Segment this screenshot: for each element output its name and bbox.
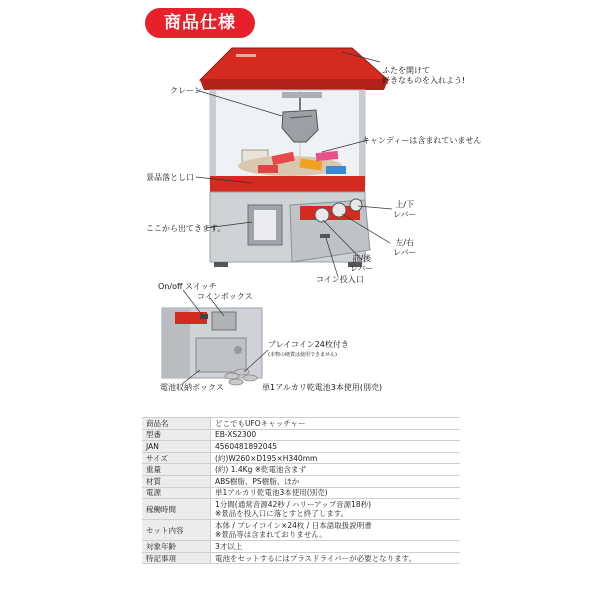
callout-power-switch: On/off スイッチ [158, 282, 217, 291]
spec-value [211, 499, 461, 520]
spec-key: 型番 [142, 429, 211, 441]
spec-value-line: 1分間(通常音源42秒 / ハリーアップ音源18秒) [215, 500, 372, 510]
callout-lid [382, 66, 465, 86]
machine-roof-edge [200, 80, 388, 90]
spec-value [211, 418, 461, 430]
callout-battery-box: 電池収納ボックス [160, 383, 224, 392]
callout-play-coins: プレイコイン24枚付き [268, 340, 349, 349]
callout-play-coins-note: (本物の硬貨は使用できません) [268, 352, 337, 358]
callout-batteries: 単1アルカリ乾電池3本使用(別売) [262, 383, 383, 392]
spec-value [211, 441, 461, 453]
spec-key: 稼働時間 [142, 499, 211, 520]
callout-exit: ここから出てきます。 [146, 224, 226, 233]
machine-red-band [210, 176, 365, 192]
spec-key: 電源 [142, 487, 211, 499]
callout-candy: キャンディーは含まれていません [362, 136, 482, 145]
knob-updown [350, 199, 362, 211]
callout-coin-slot: コイン投入口 [316, 275, 364, 284]
spec-value-line: 単1アルカリ乾電池3本使用(別売) [215, 488, 328, 498]
spec-value-line: ABS樹脂、PS樹脂、ほか [215, 476, 300, 486]
spec-value [211, 475, 461, 487]
callout-updown-line1: 上/下 [395, 200, 415, 209]
page-title: 商品仕様 [145, 8, 255, 38]
spec-key: サイズ [142, 452, 211, 464]
candy-5 [326, 166, 346, 174]
spec-table-body [142, 418, 460, 564]
coin-3 [243, 375, 257, 381]
spec-key: 特記事項 [142, 552, 211, 564]
back-coin-box [212, 312, 236, 330]
prize-exit-window [254, 210, 276, 240]
callout-frontback-line2: レバー [350, 264, 374, 273]
coin-4 [229, 379, 243, 385]
spec-row [142, 441, 460, 453]
spec-key: 材質 [142, 475, 211, 487]
spec-key: 対象年齢 [142, 541, 211, 553]
callout-updown [393, 200, 416, 220]
spec-value-line: どこでもUFOキャッチャー [215, 418, 306, 428]
spec-key: 重量 [142, 464, 211, 476]
callout-leftright-line2: レバー [393, 248, 417, 257]
callout-prize-drop: 景品落とし口 [146, 173, 194, 182]
spec-key: 商品名 [142, 418, 211, 430]
callout-leftright [393, 238, 416, 258]
spec-value-line: 3才以上 [215, 541, 243, 551]
spec-value [211, 429, 461, 441]
callout-leftright-line1: 左/右 [395, 238, 415, 247]
spec-value-line: (約) 1.4Kg ※乾電池含まず [215, 465, 307, 475]
spec-row [142, 499, 460, 520]
callout-crane: クレーン [170, 86, 202, 95]
spec-row [142, 475, 460, 487]
foot-left [214, 262, 228, 267]
spec-value-line: ※景品等は含まれておりません。 [215, 530, 327, 540]
power-switch [200, 314, 208, 319]
spec-row [142, 418, 460, 430]
coin-slot [320, 234, 330, 238]
spec-key: JAN [142, 441, 211, 453]
spec-value [211, 487, 461, 499]
spec-row [142, 429, 460, 441]
spec-row [142, 464, 460, 476]
spec-row [142, 552, 460, 564]
left-pillar [210, 90, 216, 185]
spec-value-line: 4560481892045 [215, 441, 278, 451]
callout-lid-line2: 好きなものを入れよう! [382, 76, 466, 85]
spec-value-line: EB-XS2300 [215, 430, 257, 440]
crane-rail [282, 92, 322, 98]
callout-frontback-line1: 前/後 [352, 254, 372, 263]
spec-value [211, 552, 461, 564]
spec-row [142, 487, 460, 499]
spec-row [142, 541, 460, 553]
roof-highlight [236, 54, 256, 57]
speaker-grille [234, 346, 242, 354]
spec-value [211, 452, 461, 464]
spec-value-line: (約)W260×D195×H340mm [215, 453, 318, 463]
spec-row [142, 452, 460, 464]
spec-value [211, 541, 461, 553]
spec-value-line: 本体 / プレイコイン×24枚 / 日本語取扱説明書 [215, 521, 372, 531]
knob-frontback [315, 208, 329, 222]
candy-4 [258, 165, 278, 173]
spec-table [142, 417, 460, 564]
back-battery-compartment [196, 338, 246, 372]
spec-value-line: 電池をセットするにはプラスドライバーが必要となります。 [215, 553, 417, 563]
callout-coin-box: コインボックス [197, 292, 253, 301]
machine-roof [200, 48, 388, 80]
coin-2 [235, 369, 249, 375]
spec-value [211, 464, 461, 476]
spec-key: セット内容 [142, 520, 211, 541]
callout-frontback [350, 254, 373, 274]
callout-lid-line1: ふたを開けて [382, 66, 430, 75]
spec-row [142, 520, 460, 541]
spec-value [211, 520, 461, 541]
callout-updown-line2: レバー [393, 210, 417, 219]
spec-value-line: ※景品を投入口に落とすと終了します。 [215, 509, 349, 519]
